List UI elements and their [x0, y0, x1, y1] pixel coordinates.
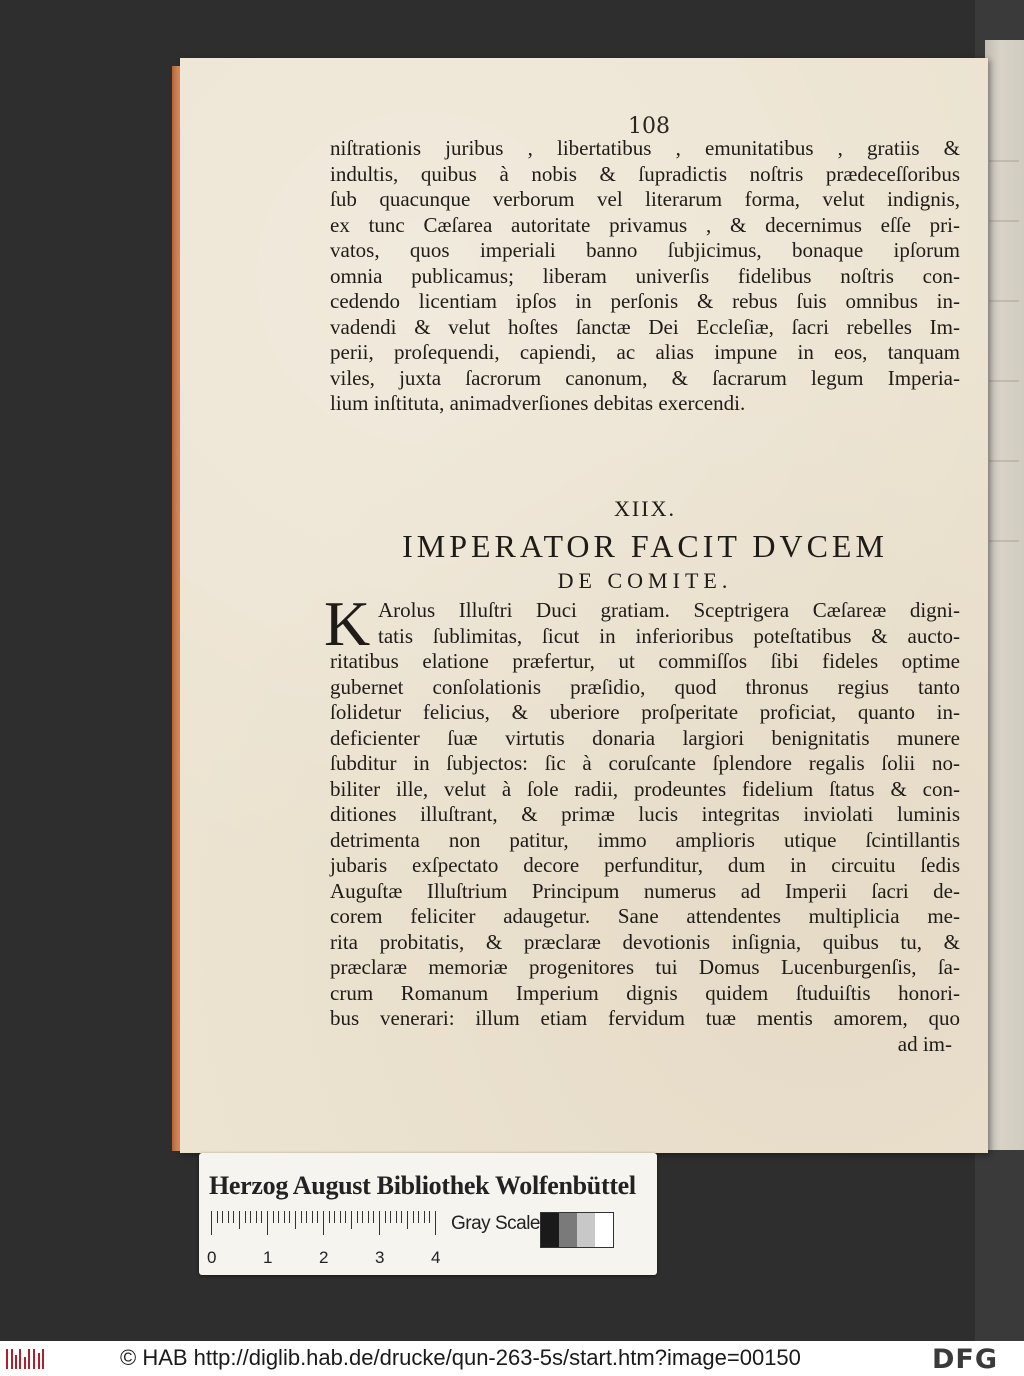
section-subheading: DE COMITE. — [557, 568, 733, 593]
text-line: biliter ille, velut à ſole radii, prodeuntes fidelium ſtatus & con- — [330, 776, 960, 801]
ruler-tick — [407, 1211, 408, 1229]
text-line: ſolidetur felicius, & uberiore proſperitate proficiat, quanto in- — [330, 700, 960, 724]
text-line: vadendi & velut hoſtes ſanctæ Dei Eccleſiæ, ſacri rebelles Im- — [330, 314, 960, 339]
ruler-tick — [323, 1211, 324, 1235]
ruler-tick — [273, 1211, 274, 1223]
library-label-card — [199, 1153, 657, 1275]
ruler-tick — [401, 1211, 402, 1223]
section-heading: IMPERATOR FACIT DVCEM — [402, 528, 888, 564]
text-line: gubernet conſolationis præſidio, quod thronus regius tanto — [330, 674, 960, 699]
text-line: ſub quacunque verborum vel literarum forma, velut indignis, — [330, 187, 960, 211]
text-line: viles, juxta ſacrorum canonum, & ſacrarum legum Imperia- — [330, 365, 960, 390]
page-number: 108 — [628, 114, 670, 139]
ruler-tick — [435, 1211, 436, 1235]
paragraph-2 — [324, 588, 960, 1057]
ruler-tick — [278, 1211, 279, 1223]
catchword: ad im- — [897, 1031, 952, 1056]
ruler-tick — [345, 1211, 346, 1223]
ruler-tick — [289, 1211, 290, 1223]
ruler-number: 1 — [263, 1248, 273, 1267]
paragraph-1 — [330, 136, 960, 417]
gray-swatch — [577, 1213, 595, 1247]
ruler-number: 4 — [431, 1248, 441, 1267]
ruler-tick — [217, 1211, 218, 1223]
text-line: vatos, quos imperiali banno ſubjicimus, bonaque ipſorum — [330, 238, 960, 262]
text-line: Auguſtæ Illuſtrium Principum numerus ad Imperii ſacri de- — [330, 878, 960, 903]
ruler-tick — [413, 1211, 414, 1223]
text-line: bus venerari: illum etiam fervidum tuæ mentis amorem, quo — [330, 1006, 960, 1030]
text-line: ex tunc Cæſarea autoritate privamus , & decernimus eſſe pri- — [330, 212, 960, 237]
text-line: omnia publicamus; liberam univerſis fidelibus noſtris con- — [330, 263, 960, 288]
ruler-number: 3 — [375, 1248, 385, 1267]
text-line: perii, proſequendi, capiendi, ac alias impune in eos, tanquam — [330, 340, 960, 364]
drop-cap: K — [324, 588, 371, 659]
text-line: ritatibus elatione præfertur, ut commiſſos ſibi fideles optime — [330, 649, 960, 673]
ruler-tick — [357, 1211, 358, 1223]
ruler-tick — [222, 1211, 223, 1223]
library-name: Herzog August Bibliothek Wolfenbüttel — [209, 1171, 636, 1200]
ruler-tick — [301, 1211, 302, 1223]
text-line: ſubditur in ſubjectos: ſic à coruſcante ſplendore regalis ſolii no- — [330, 751, 960, 775]
ruler-tick — [329, 1211, 330, 1223]
ruler-tick — [250, 1211, 251, 1223]
ruler-tick — [284, 1211, 285, 1223]
ruler-tick — [379, 1211, 380, 1235]
footer-bar — [0, 1341, 1024, 1376]
ruler-tick — [351, 1211, 352, 1229]
ruler-tick — [239, 1211, 240, 1229]
gray-swatch — [541, 1213, 559, 1247]
ruler-tick — [261, 1211, 262, 1223]
ruler-tick — [295, 1211, 296, 1229]
text-line: rita probitatis, & præclaræ devotionis inſignia, quibus tu, & — [330, 929, 960, 954]
gray-scale-label: Gray Scale — [451, 1213, 540, 1234]
ruler-tick — [340, 1211, 341, 1223]
ruler-tick — [424, 1211, 425, 1223]
text-line: tatis ſublimitas, ſicut in inferioribus poteſtatibus & aucto- — [378, 623, 960, 648]
text-block — [324, 136, 960, 1056]
ruler-tick — [368, 1211, 369, 1223]
ruler-tick — [228, 1211, 229, 1223]
ruler-tick — [429, 1211, 430, 1223]
text-line: ditiones illuſtrant, & primæ lucis integritas inviolati luminis — [330, 802, 960, 826]
gray-scale-swatch — [540, 1212, 614, 1248]
section-number: XIIX. — [614, 496, 676, 521]
hab-barcode-logo-icon — [4, 1347, 44, 1371]
ruler-tick — [211, 1211, 212, 1235]
ruler-tick — [385, 1211, 386, 1223]
ruler-tick — [306, 1211, 307, 1223]
text-line: cedendo licentiam ipſos in perſonis & rebus ſuis omnibus in- — [330, 289, 960, 313]
gray-swatch — [559, 1213, 577, 1247]
ruler-tick — [245, 1211, 246, 1223]
ruler-tick — [267, 1211, 268, 1235]
text-line: jubaris exſpectato decore perfunditur, dum in circuitu ſedis — [330, 853, 960, 877]
ruler-tick — [373, 1211, 374, 1223]
text-line: crum Romanum Imperium dignis quidem ſtuduiſtis honori- — [330, 980, 960, 1005]
gray-swatch — [595, 1213, 613, 1247]
ruler-tick — [418, 1211, 419, 1223]
ruler-number: 2 — [319, 1248, 329, 1267]
ruler-tick — [362, 1211, 363, 1223]
ruler-numbers — [207, 1248, 447, 1268]
ruler-number: 0 — [207, 1248, 217, 1267]
text-line: præclaræ memoriæ progenitores tui Domus Lucenburgenſis, ſa- — [330, 955, 960, 979]
text-line: deficienter ſuæ virtutis donaria largiori benignitatis munere — [330, 725, 960, 750]
ruler-tick — [390, 1211, 391, 1223]
ruler-tick — [396, 1211, 397, 1223]
measurement-ruler — [211, 1211, 439, 1235]
ruler-tick — [312, 1211, 313, 1223]
copyright-link[interactable]: © HAB http://diglib.hab.de/drucke/qun-263-5s/start.htm?image=00150 — [120, 1345, 801, 1370]
ruler-tick — [256, 1211, 257, 1223]
text-line: Arolus Illuſtri Duci gratiam. Sceptrigera Cæſareæ digni- — [378, 598, 960, 622]
document-page — [180, 58, 988, 1153]
ruler-tick — [233, 1211, 234, 1223]
ruler-tick — [334, 1211, 335, 1223]
text-line: indultis, quibus à nobis & ſupradictis noſtris prædeceſſoribus — [330, 161, 960, 186]
text-line: corem feliciter adaugetur. Sane attendentes multiplicia me- — [330, 904, 960, 928]
text-line: lium inſtituta, animadverſiones debitas exercendi. — [330, 391, 746, 415]
ruler-tick — [317, 1211, 318, 1223]
text-line: niſtrationis juribus , libertatibus , emunitatibus , gratiis & — [330, 136, 960, 160]
text-line: detrimenta non patitur, immo amplioris utique ſcintillantis — [330, 827, 960, 852]
dfg-logo: DFG — [932, 1344, 999, 1375]
